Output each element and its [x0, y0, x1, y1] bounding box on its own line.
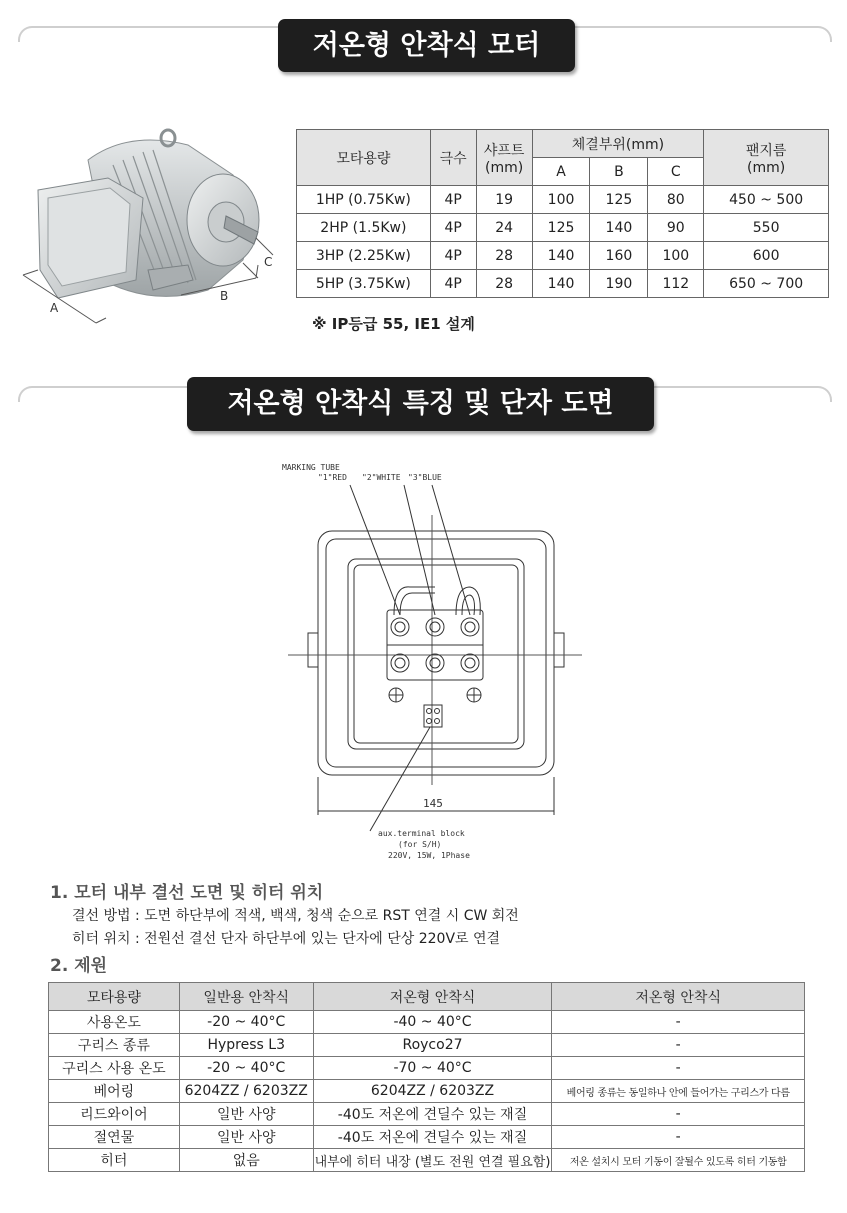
- terminal-diagram: [270, 455, 600, 865]
- th-fan-label: 팬지름: [745, 142, 787, 159]
- cell: 구리스 종류: [49, 1034, 180, 1057]
- cell: 절연물: [49, 1126, 180, 1149]
- cell: Royco27: [313, 1034, 552, 1057]
- cell: -: [552, 1011, 805, 1034]
- marking-tube-label: MARKING TUBE: [282, 463, 340, 472]
- cell: 28: [476, 270, 532, 298]
- cell: 190: [590, 270, 648, 298]
- aux-label-1: aux.terminal block: [378, 829, 465, 838]
- cell: 24: [476, 214, 532, 242]
- cell: 90: [648, 214, 704, 242]
- dim-label-b: B: [220, 289, 229, 303]
- section1-title: 저온형 안착식 모터: [278, 19, 575, 72]
- cell: 저온 설치시 모터 기동이 잘될수 있도록 히터 기동함: [552, 1149, 805, 1172]
- cell: -40 ~ 40°C: [313, 1011, 552, 1034]
- wire-blue-label: "3"BLUE: [408, 473, 442, 482]
- dim-label-a: A: [50, 301, 59, 315]
- cell: -: [552, 1034, 805, 1057]
- cell: -: [552, 1126, 805, 1149]
- cell: 사용온도: [49, 1011, 180, 1034]
- dim-145-label: 145: [423, 797, 443, 810]
- cell: 2HP (1.5Kw): [297, 214, 431, 242]
- th-poles: 극수: [430, 130, 476, 186]
- heater-position: 히터 위치 : 전원선 결선 단자 하단부에 있는 단자에 단상 220V로 연결: [72, 931, 501, 947]
- cell: 베어링 종류는 동일하나 안에 들어가는 구리스가 다름: [552, 1080, 805, 1103]
- cell: -70 ~ 40°C: [313, 1057, 552, 1080]
- table-row: [49, 1057, 805, 1080]
- heading-wiring: 1. 모터 내부 결선 도면 및 히터 위치: [50, 883, 324, 903]
- cell: 일반 사양: [179, 1103, 313, 1126]
- table-row: [49, 1011, 805, 1034]
- cell: 1HP (0.75Kw): [297, 186, 431, 214]
- table-row: [49, 1126, 805, 1149]
- cell: 6204ZZ / 6203ZZ: [313, 1080, 552, 1103]
- cell: 28: [476, 242, 532, 270]
- wiring-method: 결선 방법 : 도면 하단부에 적색, 백색, 청색 순으로 RST 연결 시 CW 회전: [72, 908, 519, 924]
- aux-label-3: 220V, 15W, 1Phase: [388, 851, 470, 860]
- th-b: B: [590, 158, 648, 186]
- th-fan: [704, 130, 829, 186]
- section2-title: 저온형 안착식 특징 및 단자 도면: [187, 377, 654, 431]
- cell: -20 ~ 40°C: [179, 1011, 313, 1034]
- cell: 4P: [430, 186, 476, 214]
- cell: 80: [648, 186, 704, 214]
- th-mount: 체결부위(mm): [532, 130, 704, 158]
- th-spec-lowtemp: 저온형 안착식: [313, 983, 552, 1011]
- cell: -: [552, 1103, 805, 1126]
- cell: 리드와이어: [49, 1103, 180, 1126]
- th-spec-capacity: 모타용량: [49, 983, 180, 1011]
- th-a: A: [532, 158, 590, 186]
- cell: 3HP (2.25Kw): [297, 242, 431, 270]
- cell: Hypress L3: [179, 1034, 313, 1057]
- cell: 160: [590, 242, 648, 270]
- table-row: [49, 1103, 805, 1126]
- cell: 550: [704, 214, 829, 242]
- cell: 600: [704, 242, 829, 270]
- cell: 5HP (3.75Kw): [297, 270, 431, 298]
- th-shaft-label: 샤프트: [483, 142, 525, 159]
- cell: 650 ~ 700: [704, 270, 829, 298]
- table-row: [49, 1080, 805, 1103]
- cell: 구리스 사용 온도: [49, 1057, 180, 1080]
- cell: 4P: [430, 270, 476, 298]
- ip-note: ※ IP등급 55, IE1 설계: [312, 315, 475, 333]
- cell: -20 ~ 40°C: [179, 1057, 313, 1080]
- table-row: [49, 1149, 805, 1172]
- dim-label-c: C: [264, 255, 273, 269]
- motor-size-table: [296, 129, 829, 298]
- th-spec-lowtemp-note: 저온형 안착식: [552, 983, 805, 1011]
- cell: 100: [648, 242, 704, 270]
- cell: 19: [476, 186, 532, 214]
- table-row: [49, 1034, 805, 1057]
- cell: 4P: [430, 214, 476, 242]
- th-spec-general: 일반용 안착식: [179, 983, 313, 1011]
- th-capacity: 모타용량: [297, 130, 431, 186]
- table-row: [297, 270, 829, 298]
- wire-red-label: "1"RED: [318, 473, 347, 482]
- spec-table: [48, 982, 805, 1172]
- th-c: C: [648, 158, 704, 186]
- cell: 일반 사양: [179, 1126, 313, 1149]
- wire-white-label: "2"WHITE: [362, 473, 401, 482]
- table-row: [297, 242, 829, 270]
- cell: 6204ZZ / 6203ZZ: [179, 1080, 313, 1103]
- cell: 450 ~ 500: [704, 186, 829, 214]
- cell: -: [552, 1057, 805, 1080]
- cell: 100: [532, 186, 590, 214]
- heading-spec: 2. 제원: [50, 956, 108, 976]
- cell: 140: [590, 214, 648, 242]
- cell: -40도 저온에 견딜수 있는 재질: [313, 1126, 552, 1149]
- cell: 125: [590, 186, 648, 214]
- cell: 112: [648, 270, 704, 298]
- cell: 베어링: [49, 1080, 180, 1103]
- cell: 125: [532, 214, 590, 242]
- cell: 없음: [179, 1149, 313, 1172]
- cell: 4P: [430, 242, 476, 270]
- table-row: [297, 186, 829, 214]
- cell: 히터: [49, 1149, 180, 1172]
- th-fan-unit: (mm): [747, 159, 786, 176]
- th-shaft-unit: (mm): [485, 159, 524, 176]
- cell: 140: [532, 242, 590, 270]
- table-row: [297, 214, 829, 242]
- cell: 140: [532, 270, 590, 298]
- motor-illustration: [18, 120, 288, 330]
- aux-label-2: (for S/H): [398, 840, 442, 849]
- cell: -40도 저온에 견딜수 있는 재질: [313, 1103, 552, 1126]
- th-shaft: [476, 130, 532, 186]
- cell: 내부에 히터 내장 (별도 전원 연결 필요함): [313, 1149, 552, 1172]
